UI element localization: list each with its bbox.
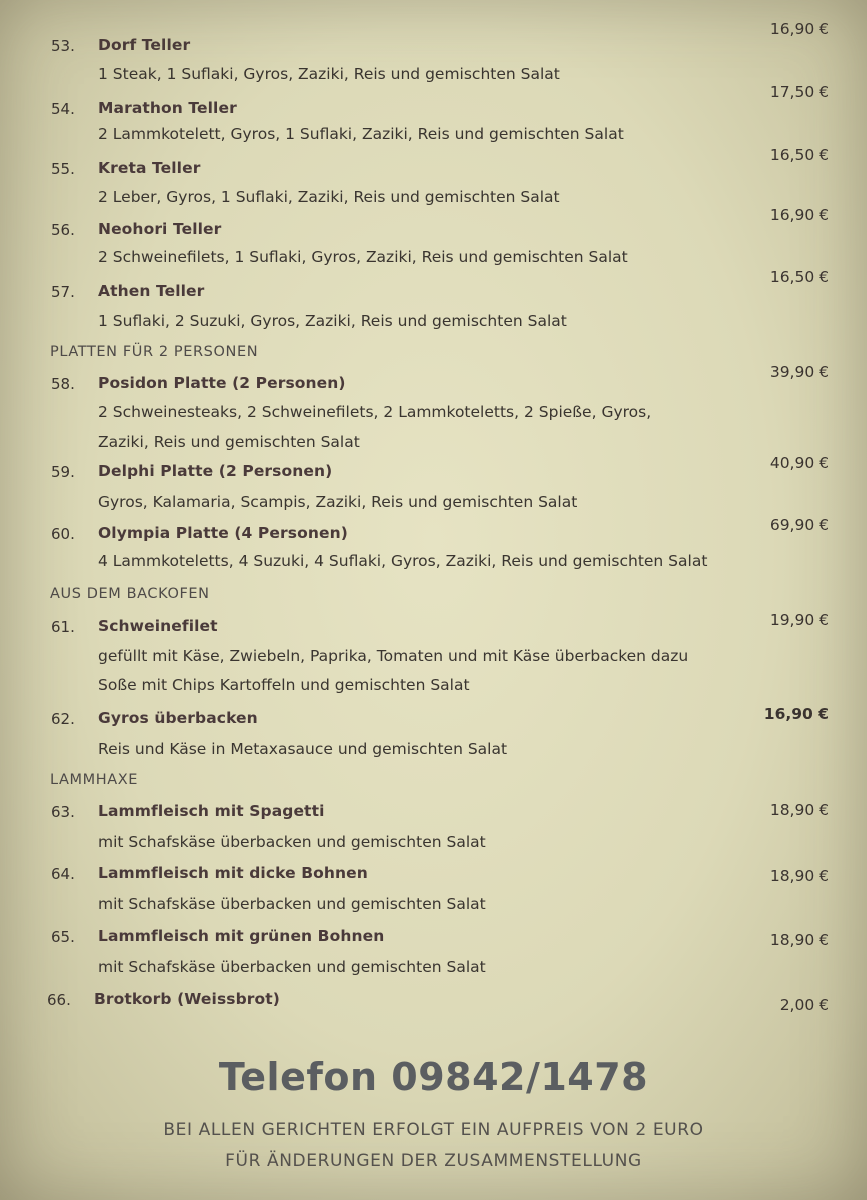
item-description: 1 Suflaki, 2 Suzuki, Gyros, Zaziki, Reis und gemischten Salat <box>98 312 567 330</box>
item-name: Gyros überbacken <box>98 709 258 727</box>
item-number: 58. <box>51 375 75 393</box>
menu-item-58 <box>0 363 867 455</box>
item-description: 1 Steak, 1 Suflaki, Gyros, Zaziki, Reis und gemischten Salat <box>98 65 560 83</box>
item-name: Lammfleisch mit Spagetti <box>98 802 325 820</box>
item-number: 61. <box>51 618 75 636</box>
item-description: mit Schafskäse überbacken und gemischten Salat <box>98 895 486 913</box>
item-price: 39,90 € <box>769 363 829 381</box>
item-description: 2 Schweinefilets, 1 Suflaki, Gyros, Zaziki, Reis und gemischten Salat <box>98 248 628 266</box>
item-number: 60. <box>51 525 75 543</box>
item-name: Lammfleisch mit grünen Bohnen <box>98 927 385 945</box>
item-name: Neohori Teller <box>98 220 222 238</box>
item-description: gefüllt mit Käse, Zwiebeln, Paprika, Tomaten und mit Käse überbacken dazu <box>98 647 689 665</box>
item-price: 2,00 € <box>779 996 829 1014</box>
menu-item-66 <box>0 991 867 1051</box>
item-price: 16,50 € <box>769 268 829 286</box>
item-number: 57. <box>51 283 75 301</box>
item-number: 66. <box>47 991 71 1009</box>
menu-item-61 <box>0 611 867 698</box>
section-heading-lammhaxe: LAMMHAXE <box>50 772 139 788</box>
menu-item-64 <box>0 865 867 925</box>
menu-item-56 <box>0 206 867 281</box>
item-name: Athen Teller <box>98 282 205 300</box>
section-heading-backofen: AUS DEM BACKOFEN <box>50 586 210 602</box>
item-name: Delphi Platte (2 Personen) <box>98 462 333 480</box>
item-price: 19,90 € <box>769 611 829 629</box>
item-description: 2 Schweinesteaks, 2 Schweinefilets, 2 Lammkoteletts, 2 Spieße, Gyros, <box>98 403 652 421</box>
menu-item-60 <box>0 516 867 585</box>
item-description: 2 Lammkotelett, Gyros, 1 Suflaki, Zaziki, Reis und gemischten Salat <box>98 125 624 143</box>
item-name: Marathon Teller <box>98 99 237 117</box>
item-name: Lammfleisch mit dicke Bohnen <box>98 864 368 882</box>
item-description-line2: Soße mit Chips Kartoffeln und gemischten Salat <box>98 676 470 694</box>
item-number: 56. <box>51 221 75 239</box>
item-price: 18,90 € <box>769 801 829 819</box>
item-description: Gyros, Kalamaria, Scampis, Zaziki, Reis und gemischten Salat <box>98 493 578 511</box>
menu-item-62 <box>0 705 867 770</box>
item-description: 4 Lammkoteletts, 4 Suzuki, 4 Suflaki, Gyros, Zaziki, Reis und gemischten Salat <box>98 552 708 570</box>
menu-item-54 <box>0 83 867 160</box>
item-description-line2: Zaziki, Reis und gemischten Salat <box>98 433 360 451</box>
item-name: Olympia Platte (4 Personen) <box>98 524 348 542</box>
item-price: 16,90 € <box>769 20 829 38</box>
item-price: 17,50 € <box>769 83 829 101</box>
item-price: 16,50 € <box>769 146 829 164</box>
item-number: 63. <box>51 803 75 821</box>
item-description: 2 Leber, Gyros, 1 Suflaki, Zaziki, Reis und gemischten Salat <box>98 188 560 206</box>
surcharge-note-line2: FÜR ÄNDERUNGEN DER ZUSAMMENSTELLUNG <box>225 1151 642 1171</box>
menu-item-53 <box>0 20 867 97</box>
item-price: 69,90 € <box>769 516 829 534</box>
item-number: 64. <box>51 865 75 883</box>
item-price: 18,90 € <box>769 931 829 949</box>
menu-item-65 <box>0 928 867 988</box>
menu-item-55 <box>0 146 867 220</box>
item-price: 40,90 € <box>769 454 829 472</box>
item-number: 59. <box>51 463 75 481</box>
surcharge-note-line1: BEI ALLEN GERICHTEN ERFOLGT EIN AUFPREIS VON 2 EURO <box>163 1120 704 1140</box>
item-description: Reis und Käse in Metaxasauce und gemischten Salat <box>98 740 508 758</box>
item-price: 16,90 € <box>769 206 829 224</box>
item-number: 62. <box>51 710 75 728</box>
item-name: Posidon Platte (2 Personen) <box>98 374 346 392</box>
item-name: Kreta Teller <box>98 159 201 177</box>
item-name: Dorf Teller <box>98 36 191 54</box>
item-name: Schweinefilet <box>98 617 218 635</box>
menu-item-63 <box>0 803 867 863</box>
item-number: 65. <box>51 928 75 946</box>
item-description: mit Schafskäse überbacken und gemischten Salat <box>98 958 486 976</box>
section-heading-platten: PLATTEN FÜR 2 PERSONEN <box>50 344 259 360</box>
phone-number: Telefon 09842/1478 <box>218 1055 649 1099</box>
item-number: 55. <box>51 160 75 178</box>
item-description: mit Schafskäse überbacken und gemischten Salat <box>98 833 486 851</box>
item-price: 16,90 € <box>763 705 829 723</box>
item-price: 18,90 € <box>769 867 829 885</box>
item-number: 54. <box>51 100 75 118</box>
menu-item-59 <box>0 454 867 523</box>
item-name: Brotkorb (Weissbrot) <box>94 990 280 1008</box>
item-number: 53. <box>51 37 75 55</box>
menu-item-57 <box>0 268 867 343</box>
